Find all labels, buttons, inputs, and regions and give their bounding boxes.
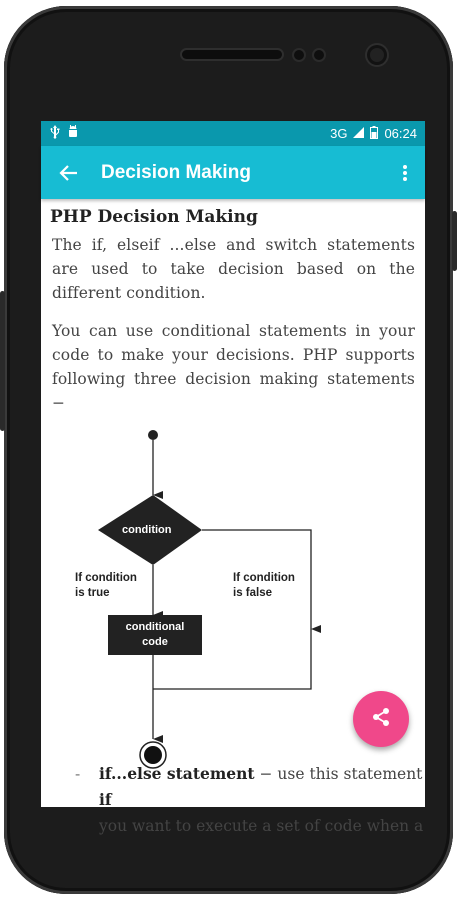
article-paragraph-1: The if, elseif ...else and switch statements are used to take decision based on the different condition.	[52, 236, 415, 302]
share-button[interactable]	[353, 691, 409, 747]
light-sensor	[314, 50, 324, 60]
start-node	[148, 430, 158, 440]
condition-label: condition	[122, 524, 172, 536]
list-item-title: if...else statement	[99, 764, 255, 783]
network-type: 3G	[330, 126, 348, 141]
volume-button	[0, 291, 5, 431]
earpiece-speaker	[182, 50, 282, 59]
article-heading: PHP Decision Making	[50, 207, 258, 227]
article-paragraph-2: You can use conditional statements in your code to make your decisions. PHP supports following three decision making statements −	[52, 322, 415, 412]
android-debug-icon	[67, 125, 79, 142]
bullet-marker: -	[75, 765, 81, 783]
share-icon	[371, 707, 391, 732]
signal-icon	[353, 126, 364, 141]
list-item-text-a: − use this statement	[254, 765, 423, 783]
more-vert-icon[interactable]	[395, 159, 415, 187]
arrow-left-icon[interactable]	[55, 159, 83, 187]
list-item-text-b: if	[99, 790, 112, 809]
usb-icon	[49, 125, 61, 142]
app-bar	[41, 146, 425, 199]
battery-icon	[370, 126, 378, 142]
page-title: Decision Making	[101, 161, 251, 183]
proximity-sensor	[294, 50, 304, 60]
front-camera	[370, 48, 384, 62]
true-label: If condition is true	[75, 572, 137, 599]
power-button	[452, 211, 457, 271]
list-item-text-c: you want to execute a set of code when a	[99, 817, 424, 835]
screen	[41, 121, 425, 835]
false-label: If condition is false	[233, 572, 295, 599]
status-bar	[41, 121, 425, 146]
list-item	[41, 761, 425, 839]
clock: 06:24	[384, 126, 417, 141]
code-box-label: conditional code	[125, 621, 185, 648]
phone-frame	[4, 6, 453, 894]
